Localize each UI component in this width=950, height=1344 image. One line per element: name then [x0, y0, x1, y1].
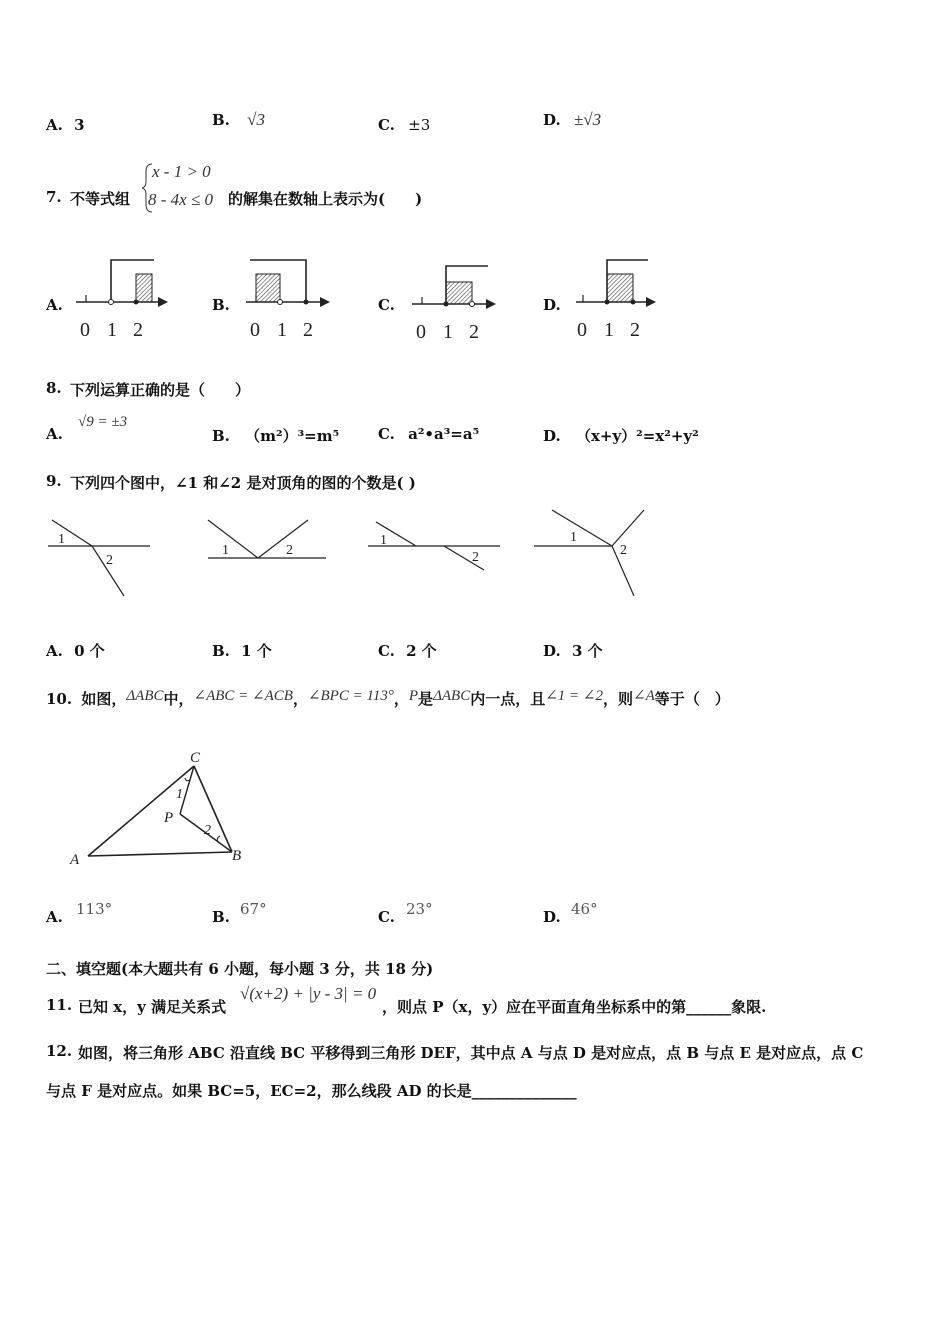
- q10-math: ∠1 = ∠2: [545, 688, 603, 704]
- point-p-label: P: [164, 810, 174, 826]
- q7-prefix: 不等式组: [70, 190, 131, 208]
- q9-figure-1: [44, 510, 156, 602]
- q10-option-c-value: 23°: [406, 900, 433, 918]
- option-label: D.: [543, 111, 561, 129]
- q8-option-b[interactable]: [212, 425, 339, 446]
- option-label: D.: [543, 427, 561, 445]
- q9-option-d[interactable]: [543, 640, 603, 661]
- tick-label: 2: [469, 321, 479, 342]
- vertex-a-label: A: [70, 852, 80, 868]
- angle-1-label: 1: [176, 787, 183, 802]
- angle-2-label: 2: [106, 553, 113, 568]
- option-label: D.: [543, 642, 561, 660]
- q10-math: ∠ABC = ∠ACB: [193, 688, 293, 704]
- tick-label: 2: [133, 319, 143, 341]
- tick-label: 1: [443, 321, 453, 342]
- q8-option-a-value: √9 = ±3: [78, 414, 128, 430]
- q12-line-1: 如图，将三角形 ABC 沿直线 BC 平移得到三角形 DEF，其中点 A 与点 D 是对应点，点 B 与点 E 是对应点，点 C: [78, 1044, 864, 1062]
- vertex-b-label: B: [232, 848, 242, 864]
- tick-label: 2: [630, 319, 640, 341]
- q6-option-c[interactable]: [378, 116, 430, 134]
- q10-option-d-value: 46°: [571, 900, 598, 918]
- q6-option-d[interactable]: [543, 110, 601, 130]
- tick-label: 0: [577, 319, 587, 341]
- q7-option-c-label[interactable]: C.: [378, 296, 395, 314]
- q7-number: 7.: [46, 188, 62, 206]
- q7-option-b-label[interactable]: B.: [212, 296, 230, 314]
- angle-2-label: 2: [204, 823, 211, 838]
- option-label: C.: [378, 116, 395, 134]
- q7-suffix: 的解集在数轴上表示为( ): [228, 190, 423, 208]
- q10-triangle-figure: [64, 742, 254, 868]
- q10-math: ∠A: [633, 688, 655, 704]
- q10-option-b[interactable]: [212, 908, 230, 926]
- angle-1-label: 1: [570, 530, 577, 545]
- angle-1-label: 1: [222, 543, 229, 558]
- q11-number: 11.: [46, 996, 73, 1014]
- q10-math: ∠BPC = 113°: [307, 688, 394, 704]
- vertex-c-label: C: [190, 750, 201, 766]
- q12-number: 12.: [46, 1042, 73, 1060]
- q10-text: 中，: [163, 690, 194, 708]
- q10-option-a-value: 113°: [76, 900, 113, 918]
- tick-label: 0: [80, 319, 90, 341]
- tick-label: 2: [303, 319, 313, 341]
- option-label: A.: [46, 642, 63, 660]
- angle-2-label: 2: [620, 543, 627, 558]
- option-label: C.: [378, 642, 395, 660]
- tick-label: 1: [277, 319, 287, 341]
- q12-line-2: 与点 F 是对应点。如果 BC=5，EC=2，那么线段 AD 的长是______________: [46, 1082, 577, 1100]
- q7-option-d-label[interactable]: D.: [543, 296, 561, 314]
- option-value: 3: [74, 116, 85, 134]
- q9-figure-3: [364, 514, 504, 576]
- q10-text: ，则: [602, 690, 633, 708]
- q9-option-b[interactable]: [212, 640, 272, 661]
- tick-label: 1: [604, 319, 614, 341]
- q7-inequality-2: 8 - 4x ≤ 0: [148, 190, 214, 209]
- q10-text: ，: [393, 690, 409, 708]
- tick-label: 0: [250, 319, 260, 341]
- q9-figure-2: [204, 512, 330, 568]
- option-value: 0 个: [74, 642, 105, 660]
- option-label: A.: [46, 116, 63, 134]
- q9-figure-4: [532, 504, 650, 600]
- option-label: A.: [46, 425, 63, 443]
- option-label: B.: [212, 111, 230, 129]
- option-value: 2 个: [406, 642, 437, 660]
- q10-text: 如图，: [81, 690, 127, 708]
- q10-stem: [46, 686, 730, 709]
- q8-number: 8.: [46, 379, 62, 397]
- option-value: ±√3: [573, 110, 602, 129]
- q9-stem: 下列四个图中，∠1 和∠2 是对顶角的图的个数是( ): [70, 474, 416, 492]
- q8-option-d[interactable]: [543, 425, 699, 446]
- q7-numberline-a: [72, 252, 172, 342]
- q10-math: ΔABC: [433, 688, 471, 704]
- q7-numberline-d: [572, 252, 672, 342]
- option-label: C.: [378, 908, 395, 926]
- tick-label: 1: [107, 319, 117, 341]
- q7-option-a-label[interactable]: A.: [46, 296, 63, 314]
- section-heading: 二、填空题(本大题共有 6 小题，每小题 3 分，共 18 分): [46, 960, 434, 978]
- q10-text: 内一点，且: [470, 690, 546, 708]
- q10-text: 等于（ ）: [654, 690, 730, 708]
- angle-2-label: 2: [472, 550, 479, 565]
- q7-numberline-b: [242, 252, 342, 342]
- q8-stem: 下列运算正确的是（ ）: [70, 381, 251, 399]
- q10-option-a[interactable]: [46, 908, 63, 926]
- option-value: 3 个: [571, 642, 603, 660]
- option-label: D.: [543, 908, 561, 926]
- option-label: B.: [212, 908, 230, 926]
- q7-inequality-1: x - 1 > 0: [152, 162, 211, 181]
- option-value: ±3: [408, 116, 431, 134]
- option-value: （x+y）²=x²+y²: [575, 427, 699, 445]
- option-label: B.: [212, 642, 230, 660]
- q11-math: √(x+2) + |y - 3| = 0: [240, 984, 377, 1003]
- q10-number: 10.: [46, 690, 73, 708]
- q7-numberline-c: [408, 252, 508, 342]
- option-value: 1 个: [241, 642, 272, 660]
- q8-option-c[interactable]: [378, 425, 479, 443]
- q10-math: P: [408, 688, 419, 704]
- q9-number: 9.: [46, 472, 62, 490]
- q10-text: ，: [292, 690, 308, 708]
- q10-option-b-value: 67°: [240, 900, 267, 918]
- q8-option-a[interactable]: [46, 425, 63, 443]
- angle-1-label: 1: [58, 532, 65, 547]
- q10-option-c[interactable]: [378, 908, 395, 926]
- q11-text-2: ，则点 P（x，y）应在平面直角坐标系中的第______象限.: [382, 998, 767, 1016]
- q10-math: ΔABC: [126, 688, 164, 704]
- option-label: C.: [378, 425, 395, 443]
- q10-option-d[interactable]: [543, 908, 561, 926]
- option-value: a²•a³=a⁵: [408, 425, 480, 443]
- tick-label: 0: [416, 321, 426, 342]
- q9-option-c[interactable]: [378, 640, 437, 661]
- option-value: （m²）³=m⁵: [245, 427, 340, 445]
- angle-1-label: 1: [380, 533, 387, 548]
- q10-text: 是: [418, 690, 434, 708]
- q9-option-a[interactable]: [46, 640, 105, 661]
- angle-2-label: 2: [286, 543, 293, 558]
- option-label: A.: [46, 908, 63, 926]
- q6-option-b[interactable]: [212, 110, 265, 130]
- option-value: √3: [247, 110, 265, 129]
- option-label: B.: [212, 427, 230, 445]
- q11-text-1: 已知 x，y 满足关系式: [78, 998, 227, 1016]
- q6-option-a[interactable]: [46, 116, 85, 134]
